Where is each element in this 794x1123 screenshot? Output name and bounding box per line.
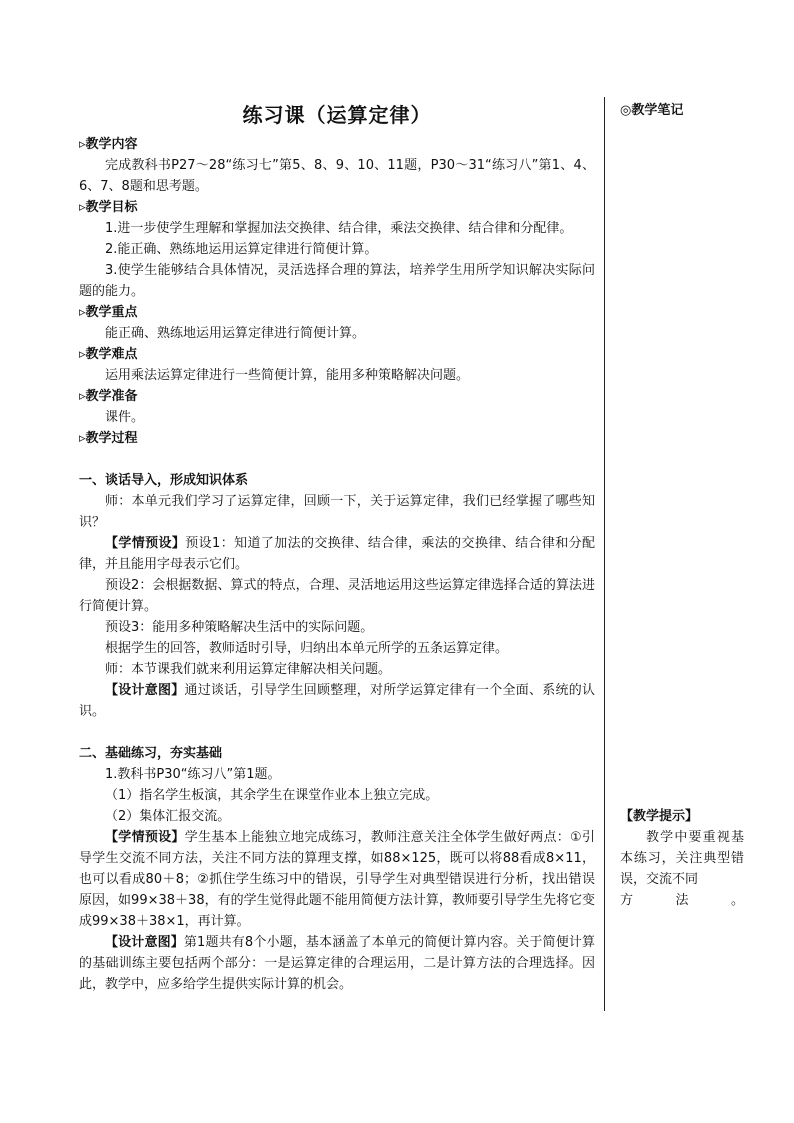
section-heading-label: 教学准备 [85,389,138,404]
section-heading-label: 教学过程 [85,431,138,446]
paragraph: （1）指名学生板演，其余学生在课堂作业本上独立完成。 [105,788,439,803]
paragraph: 【学情预设】学生基本上能独立地完成练习，教师注意关注全体学生做好两点：①引导学生交流不同方法，关注不同方法的算理支撑，如88×125，既可以将88看成8×11，也可以看成80＋8；②抓住学生练习中的错误，引导学生对典型错误进行分析，找出错误原因，如99×38＋38，有的学生觉得此题不能用简便方法计算，教师要引导学生先将它变成99×38＋38×1，再计算。 [79,830,595,929]
lesson-body [79,100,595,995]
section-heading [79,428,595,449]
triangle-icon: ▹ [79,305,86,320]
section-heading-label: 教学目标 [85,200,138,215]
teaching-tip [620,806,744,911]
lesson-overview [79,134,595,449]
paragraph: 1.进一步使学生理解和掌握加法交换律、结合律，乘法交换律、结合律和分配律。 [105,221,573,236]
tag-label: 【设计意图】 [105,935,184,950]
tip-body-last: 方法。 [620,893,744,908]
tag-label: 【设计意图】 [105,683,185,698]
paragraph: （2）集体汇报交流。 [105,809,231,824]
paragraph: 1.教科书P30“练习八”第1题。 [105,767,281,782]
section-heading-label: 教学重点 [85,305,138,320]
paragraph: 根据学生的回答，教师适时引导，归纳出本单元所学的五条运算定律。 [105,641,509,656]
paragraph: 2.能正确、熟练地运用运算定律进行简便计算。 [105,242,378,257]
section-heading-label: 教学难点 [85,347,138,362]
triangle-icon: ▹ [79,137,86,152]
part2-heading: 二、基础练习，夯实基础 [79,746,223,761]
notes-column [620,100,744,121]
section-heading [79,386,595,407]
tip-title: 【教学提示】 [620,809,699,824]
section-heading-label: 教学内容 [85,137,138,152]
section-heading [79,344,595,365]
paragraph: 完成教科书P27～28“练习七”第5、8、9、10、11题，P30～31“练习八”第1、4、6、7、8题和思考题。 [79,158,595,194]
paragraph: 能正确、熟练地运用运算定律进行简便计算。 [105,326,366,341]
section-heading [79,134,595,155]
paragraph: 师：本节课我们就来利用运算定律解决相关问题。 [105,662,392,677]
paragraph: 运用乘法运算定律进行一些简便计算，能用多种策略解决问题。 [105,368,470,383]
tip-body: 教学中要重视基本练习，关注典型错误，交流不同 [620,830,744,887]
paragraph: 3.使学生能够结合具体情况，灵活选择合理的算法，培养学生用所学知识解决实际问题的能力。 [79,263,595,299]
column-divider [604,97,605,1011]
section-heading [79,197,595,218]
tag-label: 【学情预设】 [105,536,186,551]
triangle-icon: ▹ [79,200,86,215]
page-title: 练习课（运算定律） [242,103,432,127]
section-heading [79,302,595,323]
paragraph: 预设3：能用多种策略解决生活中的实际问题。 [105,620,374,635]
paragraph: 【设计意图】第1题共有8个小题，基本涵盖了本单元的简便计算内容。关于简便计算的基础训练主要包括两个部分：一是运算定律的合理运用，二是计算方法的合理选择。因此，教学中，应多给学生提供实际计算的机会。 [79,935,595,992]
part1-heading: 一、谈话导入，形成知识体系 [79,473,249,488]
triangle-icon: ▹ [79,389,86,404]
paragraph: 【学情预设】预设1：知道了加法的交换律、结合律，乘法的交换律、结合律和分配律，并且能用字母表示它们。 [79,536,595,572]
triangle-icon: ▹ [79,431,86,446]
tag-label: 【学情预设】 [105,830,185,845]
paragraph: 预设2：会根据数据、算式的特点，合理、灵活地运用这些运算定律选择合适的算法进行简便计算。 [79,578,595,614]
paragraph: 课件。 [105,410,145,425]
triangle-icon: ▹ [79,347,86,362]
paragraph: 师：本单元我们学习了运算定律，回顾一下，关于运算定律，我们已经掌握了哪些知识？ [79,494,595,530]
paragraph: 【设计意图】通过谈话，引导学生回顾整理，对所学运算定律有一个全面、系统的认识。 [79,683,595,719]
notes-title: ◎教学笔记 [620,103,684,118]
